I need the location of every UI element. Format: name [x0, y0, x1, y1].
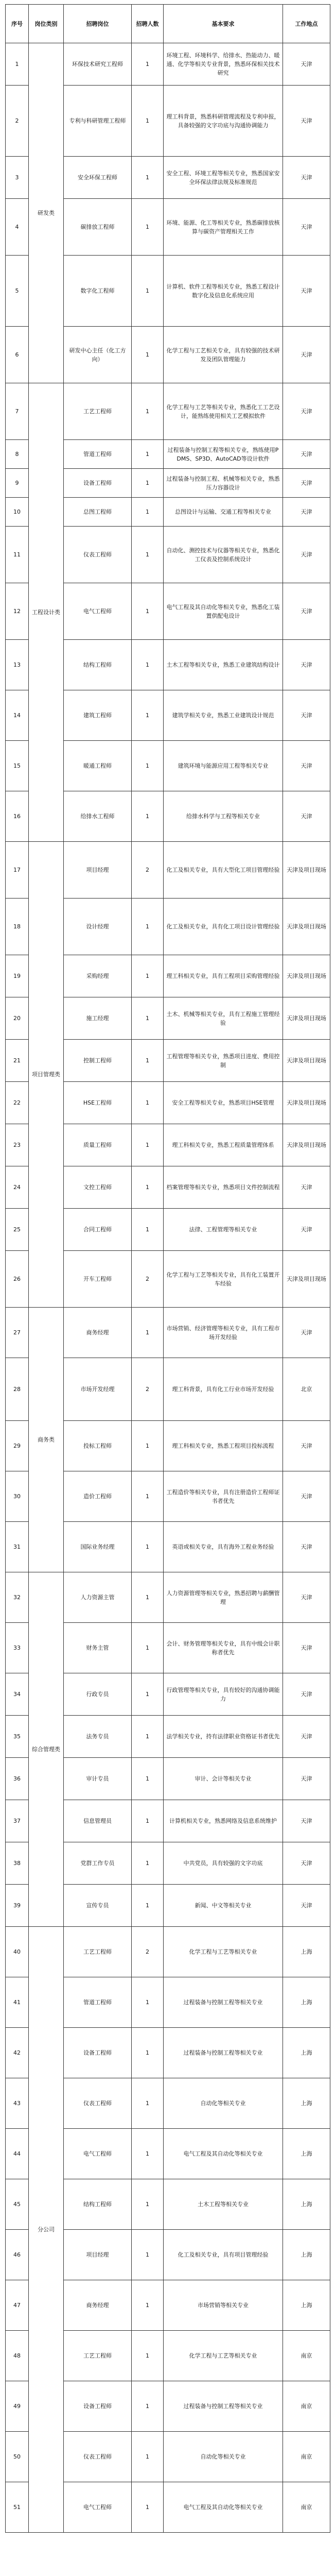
row-location: 上海 — [283, 2280, 330, 2331]
row-location: 天津 — [283, 1209, 330, 1251]
row-count: 1 — [132, 2028, 164, 2078]
row-requirements: 化学工程与工艺等相关专业 — [164, 1927, 283, 1977]
row-count: 1 — [132, 1166, 164, 1209]
row-count: 1 — [132, 1209, 164, 1251]
row-position: 市场开发经理 — [64, 1358, 132, 1421]
row-number: 41 — [6, 1977, 29, 2028]
row-location: 天津 — [283, 157, 330, 199]
row-number: 19 — [6, 955, 29, 997]
row-location: 天津及项目现场 — [283, 1082, 330, 1124]
row-location: 天津 — [283, 1522, 330, 1572]
row-number: 40 — [6, 1927, 29, 1977]
row-requirements: 建筑学相关专业，熟悉工业建筑设计规范 — [164, 690, 283, 741]
row-position: 开车工程师 — [64, 1251, 132, 1308]
row-location: 上海 — [283, 2028, 330, 2078]
row-requirements: 自动化等相关专业 — [164, 2078, 283, 2129]
row-location: 上海 — [283, 2230, 330, 2280]
row-location: 上海 — [283, 2129, 330, 2179]
row-requirements: 市场营销、经济管理等相关专业，具有工程市场开发经验 — [164, 1308, 283, 1358]
row-position: 项目经理 — [64, 842, 132, 899]
row-position: 项目经理 — [64, 2230, 132, 2280]
row-location: 南京 — [283, 2432, 330, 2482]
row-count: 1 — [132, 1308, 164, 1358]
row-requirements: 化学工程与工艺相关专业，具有较强的技术研发及团队管理能力 — [164, 327, 283, 383]
table-row — [6, 1308, 330, 1358]
row-count: 1 — [132, 1421, 164, 1471]
row-number: 1 — [6, 43, 29, 86]
row-count: 1 — [132, 383, 164, 440]
row-position: 管道工程师 — [64, 1977, 132, 2028]
row-number: 50 — [6, 2432, 29, 2482]
row-requirements: 过程装备与控制工程等相关专业 — [164, 2028, 283, 2078]
row-location: 天津 — [283, 1800, 330, 1842]
row-location: 北京 — [283, 1358, 330, 1421]
row-location: 天津及项目现场 — [283, 899, 330, 955]
row-location: 天津 — [283, 1885, 330, 1927]
row-location: 天津 — [283, 583, 330, 640]
row-location: 天津 — [283, 498, 330, 527]
row-requirements: 理工科相关专业，熟悉工程项目投标流程 — [164, 1421, 283, 1471]
row-position: 质量工程师 — [64, 1124, 132, 1166]
row-number: 30 — [6, 1471, 29, 1522]
row-count: 1 — [132, 1124, 164, 1166]
row-position: 施工经理 — [64, 997, 132, 1040]
row-requirements: 档案管理等相关专业，熟悉项目文件控制流程 — [164, 1166, 283, 1209]
row-location: 上海 — [283, 2179, 330, 2230]
row-count: 1 — [132, 327, 164, 383]
row-position: 控制工程师 — [64, 1040, 132, 1082]
row-requirements: 过程装备与控制工程等相关专业 — [164, 1977, 283, 2028]
row-number: 32 — [6, 1572, 29, 1623]
row-requirements: 计算机、软件工程等相关专业，熟悉工程设计数字化及信息化系统应用 — [164, 256, 283, 327]
row-number: 6 — [6, 327, 29, 383]
row-position: 电气工程师 — [64, 583, 132, 640]
row-requirements: 会计、财务管理等相关专业，具有中级会计职称者优先 — [164, 1623, 283, 1673]
row-position: 人力资源主管 — [64, 1572, 132, 1623]
row-location: 上海 — [283, 1927, 330, 1977]
row-requirements: 环境工程、环境科学、给排水、热能动力、暖通、化学等相关专业背景，熟悉环保相关技术研究 — [164, 43, 283, 86]
row-requirements: 人力资源管理等相关专业，熟悉招聘与薪酬管理 — [164, 1572, 283, 1623]
row-requirements: 土木工程等相关专业 — [164, 2179, 283, 2230]
recruitment-table — [5, 4, 330, 2533]
row-requirements: 行政管理等相关专业，具有较好的沟通协调能力 — [164, 1673, 283, 1716]
row-number: 21 — [6, 1040, 29, 1082]
row-count: 1 — [132, 1885, 164, 1927]
row-number: 39 — [6, 1885, 29, 1927]
row-requirements: 英语或相关专业，具有海外工程业务经验 — [164, 1522, 283, 1572]
row-location: 天津 — [283, 383, 330, 440]
row-number: 17 — [6, 842, 29, 899]
row-count: 1 — [132, 997, 164, 1040]
row-location: 天津及项目现场 — [283, 1251, 330, 1308]
row-number: 46 — [6, 2230, 29, 2280]
row-requirements: 过程装备与控制工程、机械等相关专业，熟悉压力容器设计 — [164, 469, 283, 498]
row-location: 天津 — [283, 527, 330, 583]
row-location: 天津 — [283, 327, 330, 383]
row-location: 天津 — [283, 469, 330, 498]
row-number: 12 — [6, 583, 29, 640]
table-row — [6, 1927, 330, 1977]
row-location: 上海 — [283, 1977, 330, 2028]
row-count: 1 — [132, 527, 164, 583]
row-number: 2 — [6, 86, 29, 157]
row-location: 天津及项目现场 — [283, 997, 330, 1040]
row-number: 47 — [6, 2280, 29, 2331]
row-position: 安全环保工程师 — [64, 157, 132, 199]
row-position: 党群工作专员 — [64, 1842, 132, 1885]
row-count: 1 — [132, 1082, 164, 1124]
row-requirements: 新闻、中文等相关专业 — [164, 1885, 283, 1927]
row-position: 设备工程师 — [64, 2381, 132, 2432]
row-position: 研发中心主任（化工方向） — [64, 327, 132, 383]
header-requirements: 基本要求 — [164, 5, 283, 43]
row-position: 专利与科研管理工程师 — [64, 86, 132, 157]
row-count: 1 — [132, 1673, 164, 1716]
row-count: 1 — [132, 157, 164, 199]
row-position: 设备工程师 — [64, 469, 132, 498]
row-position: HSE工程师 — [64, 1082, 132, 1124]
row-number: 13 — [6, 640, 29, 690]
row-count: 1 — [132, 1977, 164, 2028]
row-count: 1 — [132, 498, 164, 527]
row-position: 电气工程师 — [64, 2482, 132, 2533]
row-number: 14 — [6, 690, 29, 741]
row-count: 1 — [132, 640, 164, 690]
row-number: 15 — [6, 741, 29, 791]
header-row — [6, 5, 330, 43]
row-number: 33 — [6, 1623, 29, 1673]
row-requirements: 化工及相关专业，具有项目管理经验 — [164, 2230, 283, 2280]
row-count: 1 — [132, 2280, 164, 2331]
row-position: 仪表工程师 — [64, 2432, 132, 2482]
row-requirements: 总图设计与运输、交通工程等相关专业 — [164, 498, 283, 527]
row-requirements: 电气工程及其自动化等相关专业 — [164, 2129, 283, 2179]
row-requirements: 自动化、测控技术与仪器等相关专业，熟悉化工仪表及控制系统设计 — [164, 527, 283, 583]
row-number: 29 — [6, 1421, 29, 1471]
row-position: 电气工程师 — [64, 2129, 132, 2179]
row-position: 设计经理 — [64, 899, 132, 955]
row-location: 天津 — [283, 1623, 330, 1673]
row-count: 2 — [132, 842, 164, 899]
row-position: 给排水工程师 — [64, 791, 132, 842]
row-location: 天津及项目现场 — [283, 1124, 330, 1166]
row-location: 天津 — [283, 43, 330, 86]
row-number: 16 — [6, 791, 29, 842]
row-location: 天津及项目现场 — [283, 1040, 330, 1082]
row-number: 34 — [6, 1673, 29, 1716]
row-requirements: 安全工程等相关专业，熟悉项目HSE管理 — [164, 1082, 283, 1124]
row-category: 研发类 — [29, 43, 64, 383]
row-category: 项目管理类 — [29, 842, 64, 1308]
table-row — [6, 383, 330, 440]
row-position: 工艺工程师 — [64, 1927, 132, 1977]
row-position: 财务主管 — [64, 1623, 132, 1673]
row-number: 22 — [6, 1082, 29, 1124]
row-position: 审计专员 — [64, 1758, 132, 1800]
row-count: 1 — [132, 2482, 164, 2533]
header-category: 岗位类别 — [29, 5, 64, 43]
row-location: 天津及项目现场 — [283, 842, 330, 899]
row-requirements: 审计、会计等相关专业 — [164, 1758, 283, 1800]
row-number: 20 — [6, 997, 29, 1040]
row-position: 采购经理 — [64, 955, 132, 997]
row-position: 行政专员 — [64, 1673, 132, 1716]
row-number: 10 — [6, 498, 29, 527]
row-location: 天津 — [283, 741, 330, 791]
row-number: 35 — [6, 1716, 29, 1758]
row-count: 1 — [132, 2432, 164, 2482]
row-requirements: 理工科背景，熟悉科研管理流程及专利申报，具备较强的文字功底与沟通协调能力 — [164, 86, 283, 157]
row-count: 1 — [132, 1623, 164, 1673]
row-number: 31 — [6, 1522, 29, 1572]
row-number: 37 — [6, 1800, 29, 1842]
table-row — [6, 842, 330, 899]
row-number: 26 — [6, 1251, 29, 1308]
row-count: 1 — [132, 440, 164, 469]
row-position: 设备工程师 — [64, 2028, 132, 2078]
row-location: 天津 — [283, 1758, 330, 1800]
row-requirements: 法律、工程管理等相关专业 — [164, 1209, 283, 1251]
row-requirements: 理工科相关专业，熟悉工程质量管理体系 — [164, 1124, 283, 1166]
row-count: 1 — [132, 1572, 164, 1623]
row-number: 9 — [6, 469, 29, 498]
row-position: 信息管理员 — [64, 1800, 132, 1842]
row-count: 1 — [132, 1758, 164, 1800]
row-number: 51 — [6, 2482, 29, 2533]
row-number: 48 — [6, 2331, 29, 2381]
row-count: 2 — [132, 1358, 164, 1421]
row-location: 天津 — [283, 1673, 330, 1716]
row-count: 1 — [132, 86, 164, 157]
row-number: 49 — [6, 2381, 29, 2432]
row-position: 碳排放工程师 — [64, 199, 132, 256]
row-position: 合同工程师 — [64, 1209, 132, 1251]
row-number: 42 — [6, 2028, 29, 2078]
row-location: 南京 — [283, 2331, 330, 2381]
row-count: 1 — [132, 1040, 164, 1082]
row-position: 国际业务经理 — [64, 1522, 132, 1572]
row-location: 天津 — [283, 640, 330, 690]
row-number: 27 — [6, 1308, 29, 1358]
row-number: 36 — [6, 1758, 29, 1800]
row-count: 1 — [132, 1842, 164, 1885]
row-number: 5 — [6, 256, 29, 327]
row-requirements: 土木工程等相关专业，熟悉工业建筑结构设计 — [164, 640, 283, 690]
row-requirements: 安全工程、环境工程等相关专业，熟悉国家安全环保法律法规及标准规范 — [164, 157, 283, 199]
header-count: 招聘人数 — [132, 5, 164, 43]
row-requirements: 过程装备与控制工程等相关专业，熟练使用PDMS、SP3D、AutoCAD等设计软件 — [164, 440, 283, 469]
row-count: 1 — [132, 256, 164, 327]
row-count: 1 — [132, 899, 164, 955]
row-requirements: 土木、机械等相关专业，具有工程施工管理经验 — [164, 997, 283, 1040]
row-count: 1 — [132, 2381, 164, 2432]
row-requirements: 理工科背景，具有化工行业市场开发经验 — [164, 1358, 283, 1421]
row-location: 上海 — [283, 2078, 330, 2129]
header-position: 招聘岗位 — [64, 5, 132, 43]
row-location: 天津 — [283, 1308, 330, 1358]
row-requirements: 给排水科学与工程等相关专业 — [164, 791, 283, 842]
row-location: 南京 — [283, 2482, 330, 2533]
table-body — [6, 43, 330, 2533]
row-position: 造价工程师 — [64, 1471, 132, 1522]
row-count: 1 — [132, 199, 164, 256]
row-requirements: 市场营销等相关专业 — [164, 2280, 283, 2331]
row-count: 1 — [132, 469, 164, 498]
row-location: 天津及项目现场 — [283, 955, 330, 997]
header-location: 工作地点 — [283, 5, 330, 43]
row-requirements: 化学工程与工艺等相关专业 — [164, 2331, 283, 2381]
row-location: 天津 — [283, 1166, 330, 1209]
row-position: 管道工程师 — [64, 440, 132, 469]
row-location: 天津 — [283, 1471, 330, 1522]
row-count: 1 — [132, 2331, 164, 2381]
row-count: 1 — [132, 43, 164, 86]
row-position: 投标工程师 — [64, 1421, 132, 1471]
table-row — [6, 43, 330, 86]
row-number: 43 — [6, 2078, 29, 2129]
row-position: 文控工程师 — [64, 1166, 132, 1209]
row-count: 1 — [132, 1522, 164, 1572]
row-number: 28 — [6, 1358, 29, 1421]
row-position: 宣传专员 — [64, 1885, 132, 1927]
row-position: 法务专员 — [64, 1716, 132, 1758]
row-number: 8 — [6, 440, 29, 469]
row-position: 建筑工程师 — [64, 690, 132, 741]
row-category: 综合管理类 — [29, 1572, 64, 1927]
row-location: 天津 — [283, 791, 330, 842]
row-count: 1 — [132, 1716, 164, 1758]
row-number: 4 — [6, 199, 29, 256]
row-location: 天津 — [283, 1842, 330, 1885]
row-requirements: 化工及相关专业，具有化工项目设计管理经验 — [164, 899, 283, 955]
row-requirements: 化工及相关专业，具有大型化工项目管理经验 — [164, 842, 283, 899]
row-number: 7 — [6, 383, 29, 440]
row-count: 1 — [132, 955, 164, 997]
row-requirements: 工程管理等相关专业，熟悉项目进度、费用控制 — [164, 1040, 283, 1082]
row-count: 1 — [132, 791, 164, 842]
row-position: 数字化工程师 — [64, 256, 132, 327]
row-location: 天津 — [283, 256, 330, 327]
row-location: 天津 — [283, 199, 330, 256]
row-location: 南京 — [283, 2381, 330, 2432]
row-position: 仪表工程师 — [64, 2078, 132, 2129]
row-count: 1 — [132, 1471, 164, 1522]
row-location: 天津 — [283, 1572, 330, 1623]
row-requirements: 建筑环境与能源应用工程等相关专业 — [164, 741, 283, 791]
row-position: 结构工程师 — [64, 2179, 132, 2230]
row-count: 1 — [132, 741, 164, 791]
row-position: 商务经理 — [64, 2280, 132, 2331]
row-position: 暖通工程师 — [64, 741, 132, 791]
row-count: 1 — [132, 1800, 164, 1842]
row-category: 工程设计类 — [29, 383, 64, 842]
row-count: 1 — [132, 2230, 164, 2280]
table-row — [6, 1572, 330, 1623]
row-count: 1 — [132, 583, 164, 640]
row-category: 商务类 — [29, 1308, 64, 1572]
row-location: 天津 — [283, 440, 330, 469]
header-no: 序号 — [6, 5, 29, 43]
row-requirements: 化学工程与工艺等相关专业，熟悉化工工艺设计，能熟练使用相关工艺模拟软件 — [164, 383, 283, 440]
row-number: 18 — [6, 899, 29, 955]
row-requirements: 环境、能源、化工等相关专业，熟悉碳排放核算与碳资产管理相关工作 — [164, 199, 283, 256]
row-position: 工艺工程师 — [64, 383, 132, 440]
row-location: 天津 — [283, 690, 330, 741]
row-number: 24 — [6, 1166, 29, 1209]
row-location: 天津 — [283, 1716, 330, 1758]
row-category: 分公司 — [29, 1927, 64, 2533]
row-requirements: 法学相关专业，持有法律职业资格证书者优先 — [164, 1716, 283, 1758]
row-count: 1 — [132, 2129, 164, 2179]
row-requirements: 电气工程及其自动化等相关专业，熟悉化工装置供配电设计 — [164, 583, 283, 640]
row-count: 1 — [132, 690, 164, 741]
row-number: 3 — [6, 157, 29, 199]
row-requirements: 电气工程及其自动化等相关专业 — [164, 2482, 283, 2533]
row-location: 天津 — [283, 1421, 330, 1471]
row-location: 天津 — [283, 86, 330, 157]
row-position: 商务经理 — [64, 1308, 132, 1358]
row-number: 23 — [6, 1124, 29, 1166]
row-position: 总图工程师 — [64, 498, 132, 527]
row-position: 结构工程师 — [64, 640, 132, 690]
row-position: 仪表工程师 — [64, 527, 132, 583]
row-requirements: 自动化等相关专业 — [164, 2432, 283, 2482]
row-requirements: 过程装备与控制工程等相关专业 — [164, 2381, 283, 2432]
row-count: 1 — [132, 2179, 164, 2230]
row-count: 1 — [132, 2078, 164, 2129]
row-number: 45 — [6, 2179, 29, 2230]
row-count: 2 — [132, 1251, 164, 1308]
row-requirements: 计算机相关专业，熟悉网络及信息系统维护 — [164, 1800, 283, 1842]
row-count: 2 — [132, 1927, 164, 1977]
row-number: 25 — [6, 1209, 29, 1251]
row-position: 环保技术研究工程师 — [64, 43, 132, 86]
row-number: 44 — [6, 2129, 29, 2179]
row-requirements: 工程造价等相关专业，具有注册造价工程师证书者优先 — [164, 1471, 283, 1522]
row-number: 38 — [6, 1842, 29, 1885]
row-position: 工艺工程师 — [64, 2331, 132, 2381]
row-requirements: 理工科相关专业，具有工程项目采购管理经验 — [164, 955, 283, 997]
row-number: 11 — [6, 527, 29, 583]
row-requirements: 中共党员，具有较强的文字功底 — [164, 1842, 283, 1885]
row-requirements: 化学工程与工艺等相关专业，具有化工装置开车经验 — [164, 1251, 283, 1308]
